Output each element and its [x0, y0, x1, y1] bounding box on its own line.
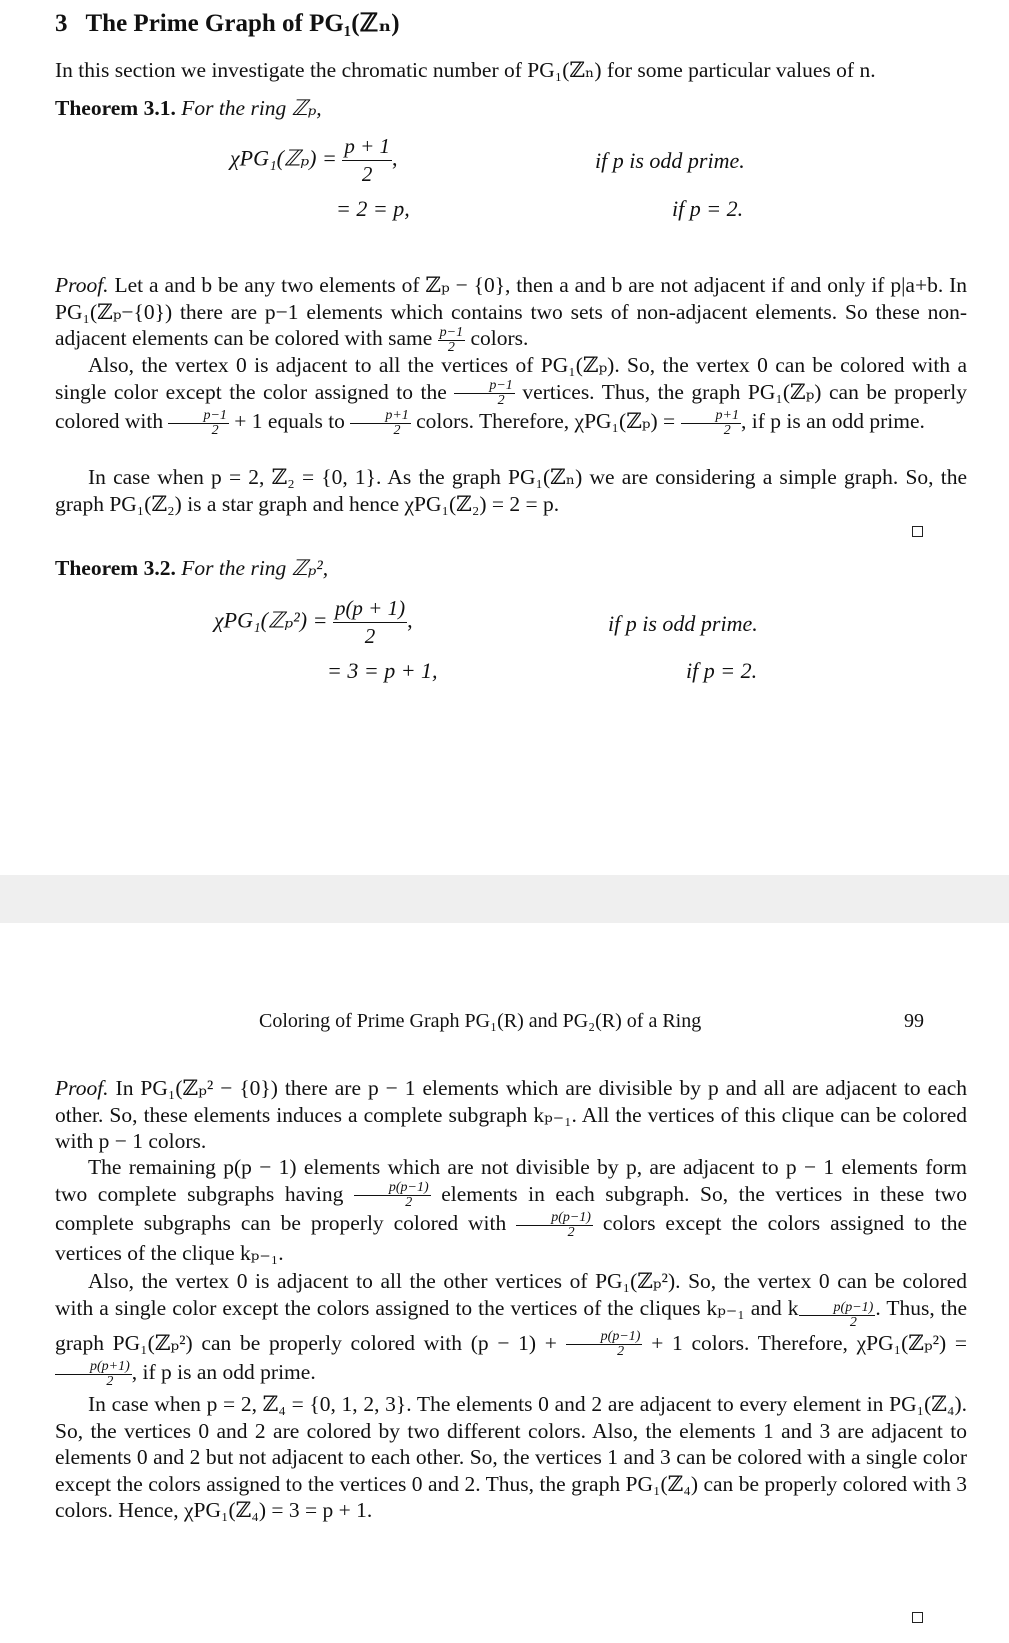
theorem-3-1-label: Theorem 3.1. [55, 96, 176, 120]
running-header-title: Coloring of Prime Graph PG₁(R) and PG₂(R) of a Ring [259, 1010, 702, 1032]
proof-3-1-paragraph-1: Proof. Let a and b be any two elements of ℤₚ − {0}, then a and b are not adjacent if and only if p|a+b. In PG₁(ℤₚ−{0}) there are p−1 elements which contains two sets of non-adjacent elements. So these non-adjacent elements can be colored with same $\frac{p-1}{2}$ colors. [55, 273, 968, 355]
theorem-3-2-condition-1: if p is odd prime. [608, 611, 758, 636]
eq1-fraction: $\frac{p(p + 1)}{2}$ [334, 596, 406, 648]
intro-paragraph: In this section we investigate the chromatic number of PG₁(ℤₙ) for some particular values of n. [55, 58, 876, 82]
proof-label: Proof. [55, 1076, 109, 1100]
fraction-p-plus-1-over-2: $\frac{p+1}{2}$ [681, 409, 741, 438]
section-title-text: The Prime Graph of PG₁(ℤₙ) [85, 10, 400, 37]
theorem-3-2-label: Theorem 3.2. [55, 556, 176, 580]
proof-3-1-paragraph-3: In case when p = 2, ℤ₂ = {0, 1}. As the graph PG₁(ℤₙ) we are considering a simple graph. So, the graph PG₁(ℤ₂) is a star graph and hence χPG₁(ℤ₂) = 2 = p. [55, 465, 967, 516]
theorem-3-2-statement: For the ring ℤₚ², [181, 556, 329, 580]
proof-3-2-paragraph-2: The remaining p(p − 1) elements which are not divisible by p, are adjacent to p − 1 elements form two complete subgraphs having $\frac{p(p-1)}{2}$ elements in each subgraph. So, the vertices in these two complete subgraphs can be properly colored with $\frac{p(p-1)}{2}$ colors except the colors assigned to the vertices of the clique kₚ₋₁. [55, 1155, 967, 1265]
eq1-fraction: $\frac{p + 1}{2}$ [344, 134, 391, 186]
proof-3-2-paragraph-4: In case when p = 2, ℤ₄ = {0, 1, 2, 3}. The elements 0 and 2 are adjacent to every element in PG₁(ℤ₄). So, the vertices 0 and 2 are colored by two different colors. Also, the elements 1 and 3 are adjacent to elements 0 and 2 but not adjacent to each other. So, the vertices 1 and 3 can be colored with a single color except the colors assigned to the vertices 0 and 2. Thus, the graph PG₁(ℤ₄) can be properly colored with 3 colors. Hence, χPG₁(ℤ₄) = 3 = p + 1. [55, 1392, 967, 1522]
eq1-lhs: χPG₁(ℤₚ) = [230, 145, 337, 171]
theorem-3-2-equation-2: = 3 = p + 1, [327, 658, 438, 683]
fraction-p-minus-1-over-2: $\frac{p-1}{2}$ [168, 409, 228, 438]
section-number: 3 [55, 10, 68, 37]
theorem-3-1-statement: For the ring ℤₚ, [181, 96, 322, 120]
fraction-p-p-minus-1-over-2: $\frac{p(p-1)}{2}$ [566, 1330, 643, 1359]
theorem-3-2-condition-2: if p = 2. [686, 658, 758, 683]
theorem-3-1 [55, 95, 967, 122]
fraction-p-p-minus-1-over-2: $\frac{p(p-1)}{2}$ [354, 1181, 431, 1210]
page-break-gap [0, 875, 1009, 923]
proof-3-2-paragraph-3: Also, the vertex 0 is adjacent to all the other vertices of PG₁(ℤₚ²). So, the vertex 0 can be colored with a single color except the colors assigned to the vertices of the cliques kₚ₋₁ and k $\frac{p(p-1)}{2}$ . Thus, the graph PG₁(ℤₚ²) can be properly colored with (p − 1) + $\frac{p(p-1)}{2}$ + 1 colors. Therefore, χPG₁(ℤₚ²) = $\frac{p(p+1)}{2}$ , if p is an odd prime. [55, 1269, 968, 1389]
qed-square [912, 526, 923, 537]
section-title [55, 8, 400, 38]
fraction-p-plus-1-over-2: $\frac{p+1}{2}$ [350, 409, 410, 438]
theorem-3-1-equation-2: = 2 = p, [336, 196, 410, 221]
theorem-3-2 [55, 555, 967, 582]
theorem-3-1-condition-2: if p = 2. [672, 196, 744, 221]
theorem-3-2-equation-1: χPG₁(ℤₚ²) = $\frac{p(p + 1)}{2}$ , [214, 596, 413, 648]
proof-label: Proof. [55, 273, 109, 297]
qed-square [912, 1612, 923, 1623]
proof-3-1-paragraph-2: Also, the vertex 0 is adjacent to all the vertices of PG₁(ℤₚ). So, the vertex 0 can be colored with a single color except the color assigned to the $\frac{p-1}{2}$ vertices. Thus, the graph PG₁(ℤₚ) can be properly colored with $\frac{p-1}{2}$ + 1 equals to $\frac{p+1}{2}$ colors. Therefore, χPG₁(ℤₚ) = $\frac{p+1}{2}$ , if p is an odd prime. [55, 353, 968, 438]
theorem-3-1-condition-1: if p is odd prime. [595, 148, 745, 173]
fraction-p-p-plus-1-over-2: $\frac{p(p+1)}{2}$ [55, 1360, 132, 1389]
theorem-3-1-equation-1: χPG₁(ℤₚ) = $\frac{p + 1}{2}$ , [230, 134, 398, 186]
fraction-p-p-minus-1-over-2: $\frac{p(p-1)}{2}$ [516, 1211, 593, 1240]
fraction-p-minus-1-over-2: $\frac{p-1}{2}$ [454, 379, 514, 408]
subscript-fraction-p-p-minus-1-over-2: $\frac{p(p-1)}{2}$ [799, 1301, 876, 1330]
fraction-p-minus-1-over-2: $\frac{p-1}{2}$ [439, 324, 464, 355]
proof-3-2-paragraph-1: Proof. In PG₁(ℤₚ² − {0}) there are p − 1 elements which are divisible by p and all are adjacent to each other. So, these elements induces a complete subgraph kₚ₋₁. All the vertices of this clique can be colored with p − 1 colors. [55, 1076, 968, 1153]
eq1-lhs: χPG₁(ℤₚ²) = [214, 607, 328, 633]
page-number: 99 [904, 1010, 924, 1032]
